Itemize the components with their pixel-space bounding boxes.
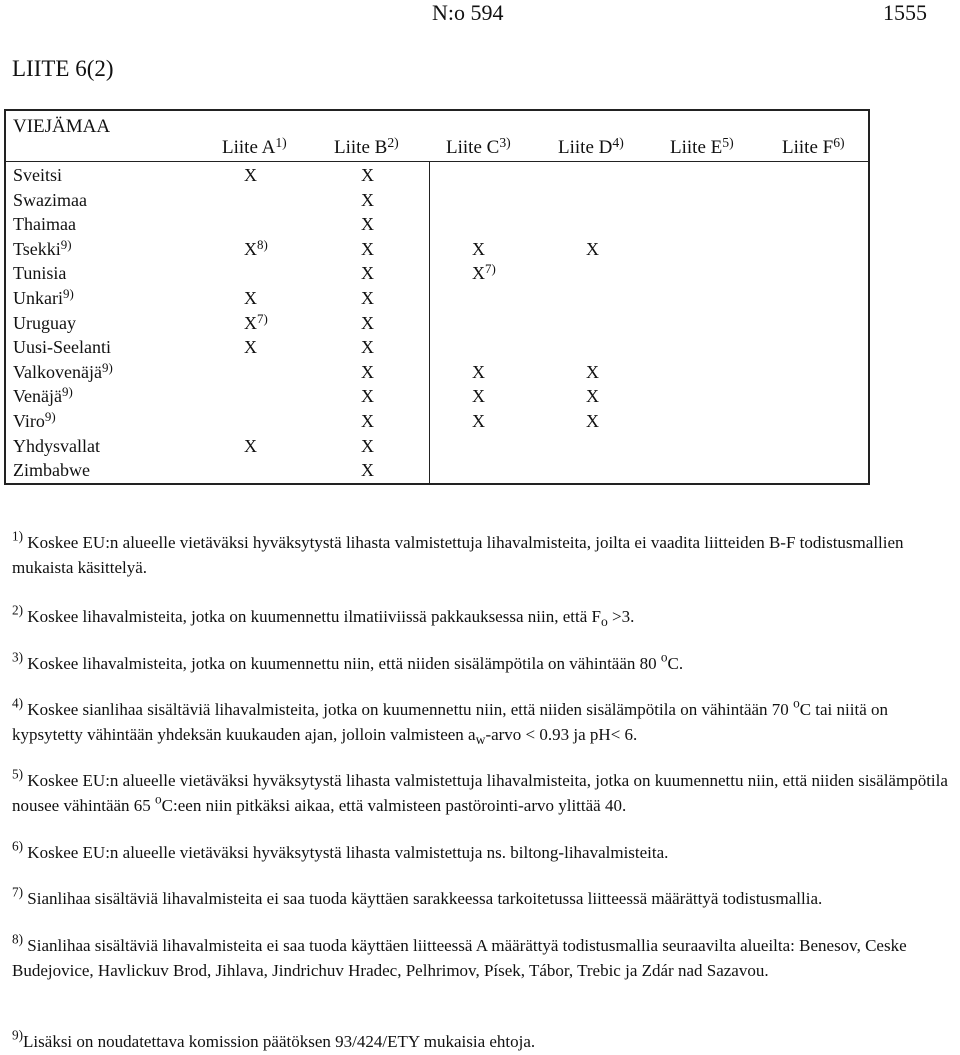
footnote-text: Koskee sianlihaa sisältäviä lihavalmisteita, jotka on kuumennettu niin, että niiden sisälämpötila on vähintään 70 (23, 700, 794, 719)
column-header-footnote: 4) (612, 134, 624, 150)
column-header-footnote: 6) (833, 134, 845, 150)
country-label: Unkari (13, 288, 63, 308)
footnote-text: C. (667, 654, 684, 673)
country-name (13, 236, 72, 260)
approval-mark-text: X (244, 238, 257, 259)
footnote-text: Lisäksi on noudatettava komission päätöksen 93/424/ETY mukaisia ehtoja. (23, 1032, 536, 1051)
column-header (334, 134, 399, 159)
approval-mark-text: X (472, 361, 485, 382)
table-row (6, 261, 868, 286)
footnote-1 (12, 530, 948, 580)
footnote-marker: 6) (12, 838, 24, 854)
table-row (6, 163, 868, 188)
approval-mark-text: X (472, 263, 485, 284)
approval-mark-text: X (244, 312, 257, 333)
approval-mark (361, 239, 374, 260)
table-row (6, 458, 868, 483)
column-header (670, 134, 734, 159)
approval-mark (472, 386, 485, 407)
country-annex-table (4, 109, 870, 485)
approval-mark (361, 190, 374, 211)
approval-mark (586, 411, 599, 432)
approval-mark-text: X (361, 411, 374, 431)
country-name (13, 436, 100, 457)
footnote-text: -arvo < 0.93 ja pH< 6. (485, 725, 638, 744)
column-header-label: Liite C (446, 137, 500, 158)
approval-mark-text: X (586, 386, 599, 407)
column-header-label: Liite B (334, 137, 388, 158)
footnote-marker: 1) (12, 528, 24, 544)
approval-mark-text: X (361, 288, 374, 308)
table-row (6, 335, 868, 360)
column-header-footnote: 2) (387, 134, 399, 150)
footnote-marker: 3) (12, 649, 24, 665)
table-row (6, 286, 868, 311)
approval-mark-text: X (472, 386, 485, 407)
column-header (558, 134, 624, 159)
approval-mark-text: X (472, 411, 485, 431)
table-row (6, 384, 868, 409)
degree-sign: o (793, 695, 800, 711)
approval-mark-text: X (361, 460, 374, 481)
country-name (13, 337, 111, 358)
country-label: Tunisia (13, 263, 67, 284)
column-header-label: Liite A (222, 137, 276, 158)
country-footnote: 9) (61, 384, 73, 400)
footnote-6 (12, 840, 948, 865)
table-row (6, 212, 868, 237)
footnote-3 (12, 651, 948, 676)
approval-mark (361, 313, 374, 334)
country-label: Tsekki (13, 238, 61, 259)
approval-mark (244, 236, 268, 260)
approval-mark (361, 288, 374, 309)
column-header-label: Liite D (558, 137, 613, 158)
approval-mark-text: X (244, 165, 257, 185)
footnote-9 (12, 1029, 948, 1054)
country-name (13, 190, 87, 211)
country-name (13, 460, 90, 481)
country-label: Valkovenäjä (13, 361, 102, 382)
approval-mark-text: X (361, 361, 374, 382)
footnote-text: Koskee lihavalmisteita, jotka on kuumennettu ilmatiiviissä pakkauksessa niin, että F (23, 607, 601, 626)
approval-mark-text: X (244, 435, 257, 456)
document-number: N:o 594 (432, 0, 504, 25)
footnote-marker: 7) (12, 884, 24, 900)
country-label: Uusi-Seelanti (13, 337, 111, 358)
approval-mark (361, 436, 374, 457)
approval-mark (472, 411, 485, 432)
table-row (6, 188, 868, 213)
approval-mark-text: X (361, 386, 374, 407)
country-label: Sveitsi (13, 165, 63, 185)
approval-mark (361, 165, 374, 186)
footnote-marker: 4) (12, 695, 24, 711)
country-label: Uruguay (13, 312, 76, 333)
country-name (13, 214, 76, 235)
approval-mark (244, 165, 257, 186)
approval-mark (472, 362, 485, 383)
approval-mark-text: X (586, 361, 599, 382)
approval-mark (361, 337, 374, 358)
approval-mark (361, 362, 374, 383)
approval-mark-footnote: 7) (485, 261, 496, 277)
table-row (6, 360, 868, 385)
country-name (13, 411, 56, 432)
approval-mark (361, 214, 374, 235)
footnote-text: Koskee EU:n alueelle vietäväksi hyväksytystä lihasta valmistettuja lihavalmisteita, jotka on kuumennettu niin, että niiden sisälämpötila nousee vähintään 65 (12, 771, 948, 815)
approval-mark (244, 436, 257, 457)
footnote-marker: 8) (12, 931, 24, 947)
approval-mark (361, 263, 374, 284)
country-name (13, 359, 113, 383)
country-name (13, 263, 66, 284)
country-label: Thaimaa (13, 214, 76, 235)
approval-mark-footnote: 7) (257, 310, 268, 326)
column-header (222, 134, 287, 159)
country-footnote: 9) (60, 236, 72, 252)
approval-mark-text: X (361, 312, 374, 333)
approval-mark-text: X (361, 238, 374, 259)
approval-mark-footnote: 8) (257, 236, 268, 252)
country-name (13, 288, 74, 309)
approval-mark (361, 411, 374, 432)
country-label: Swazimaa (13, 189, 87, 210)
footnote-text: Sianlihaa sisältäviä lihavalmisteita ei saa tuoda käyttäen liitteessä A määrättyä todistusmallia seuraavilta alueilta: Benesov, Ceske Budejovice, Havlickuv Brod, Jihlava, Jindrichuv Hradec, Pelhrimov, Písek, Tábor, Trebic ja Zdár nad Sazavou. (12, 936, 907, 980)
country-name (13, 313, 76, 334)
approval-mark-text: X (361, 337, 374, 358)
approval-mark (244, 310, 268, 334)
column-header-footnote: 1) (275, 134, 287, 150)
page-number: 1555 (883, 0, 927, 25)
country-label: Viro (13, 411, 45, 431)
table-row (6, 409, 868, 434)
footnote-marker: 5) (12, 766, 24, 782)
approval-mark-text: X (472, 238, 485, 259)
approval-mark-text: X (361, 435, 374, 456)
country-label: Venäjä (13, 386, 62, 407)
approval-mark-text: X (586, 238, 599, 259)
approval-mark-text: X (361, 214, 374, 235)
footnote-text: C tai niitä on kypsytetty vähintään yhdeksän kuukauden ajan, jolloin valmisteen a (12, 700, 888, 744)
table-row (6, 237, 868, 262)
approval-mark (586, 362, 599, 383)
footnote-7 (12, 886, 948, 911)
column-header-footnote: 5) (722, 134, 734, 150)
footnote-subscript: o (600, 614, 608, 630)
footnote-4 (12, 697, 948, 747)
footnote-text: Koskee EU:n alueelle vietäväksi hyväksytystä lihasta valmistettuja ns. biltong-lihavalmisteita. (23, 843, 669, 862)
approval-mark-text: X (361, 263, 374, 284)
page-title: LIITE 6(2) (12, 56, 114, 81)
column-header-label: Liite E (670, 137, 723, 158)
column-header (446, 134, 511, 159)
country-footnote: 9) (44, 409, 56, 425)
approval-mark (361, 460, 374, 481)
column-header-footnote: 3) (499, 134, 511, 150)
approval-mark (361, 386, 374, 407)
table-region-heading: VIEJÄMAA (13, 116, 111, 137)
column-header-label: Liite F (782, 137, 834, 158)
country-name (13, 386, 73, 407)
footnote-text: Koskee lihavalmisteita, jotka on kuumennettu niin, että niiden sisälämpötila on vähintään 80 (23, 654, 661, 673)
footnote-text: >3. (607, 607, 635, 626)
approval-mark-text: X (244, 288, 257, 308)
approval-mark (472, 239, 485, 260)
country-label: Zimbabwe (13, 460, 90, 481)
approval-mark-text: X (361, 189, 374, 210)
approval-mark (244, 288, 257, 309)
table-row (6, 311, 868, 336)
footnote-text: Koskee EU:n alueelle vietäväksi hyväksytystä lihasta valmistettuja lihavalmisteita, joilta ei vaadita liitteiden B-F todistusmallien mukaista käsittelyä. (12, 533, 904, 577)
table-header (6, 111, 868, 162)
approval-mark (586, 239, 599, 260)
country-label: Yhdysvallat (13, 435, 100, 456)
country-footnote: 9) (62, 286, 74, 302)
degree-sign: o (155, 791, 162, 807)
footnote-5 (12, 768, 948, 818)
column-header (782, 134, 845, 159)
footnote-text: Sianlihaa sisältäviä lihavalmisteita ei saa tuoda käyttäen sarakkeessa tarkoitetussa liitteessä määrättyä todistusmallia. (23, 889, 823, 908)
approval-mark-text: X (244, 337, 257, 358)
footnote-8 (12, 933, 948, 983)
approval-mark (586, 386, 599, 407)
country-name (13, 165, 62, 186)
footnote-marker: 9) (12, 1027, 24, 1043)
table-row (6, 434, 868, 459)
footnote-text: C:een niin pitkäksi aikaa, että valmisteen pastörointi-arvo ylittää 40. (161, 796, 627, 815)
approval-mark (472, 263, 496, 284)
footnote-marker: 2) (12, 602, 24, 618)
footnote-subscript: w (475, 732, 486, 748)
approval-mark-text: X (586, 411, 599, 431)
footnote-2 (12, 604, 948, 629)
degree-sign: o (660, 649, 668, 665)
approval-mark-text: X (361, 165, 374, 185)
country-footnote: 9) (101, 359, 113, 375)
approval-mark (244, 337, 257, 358)
